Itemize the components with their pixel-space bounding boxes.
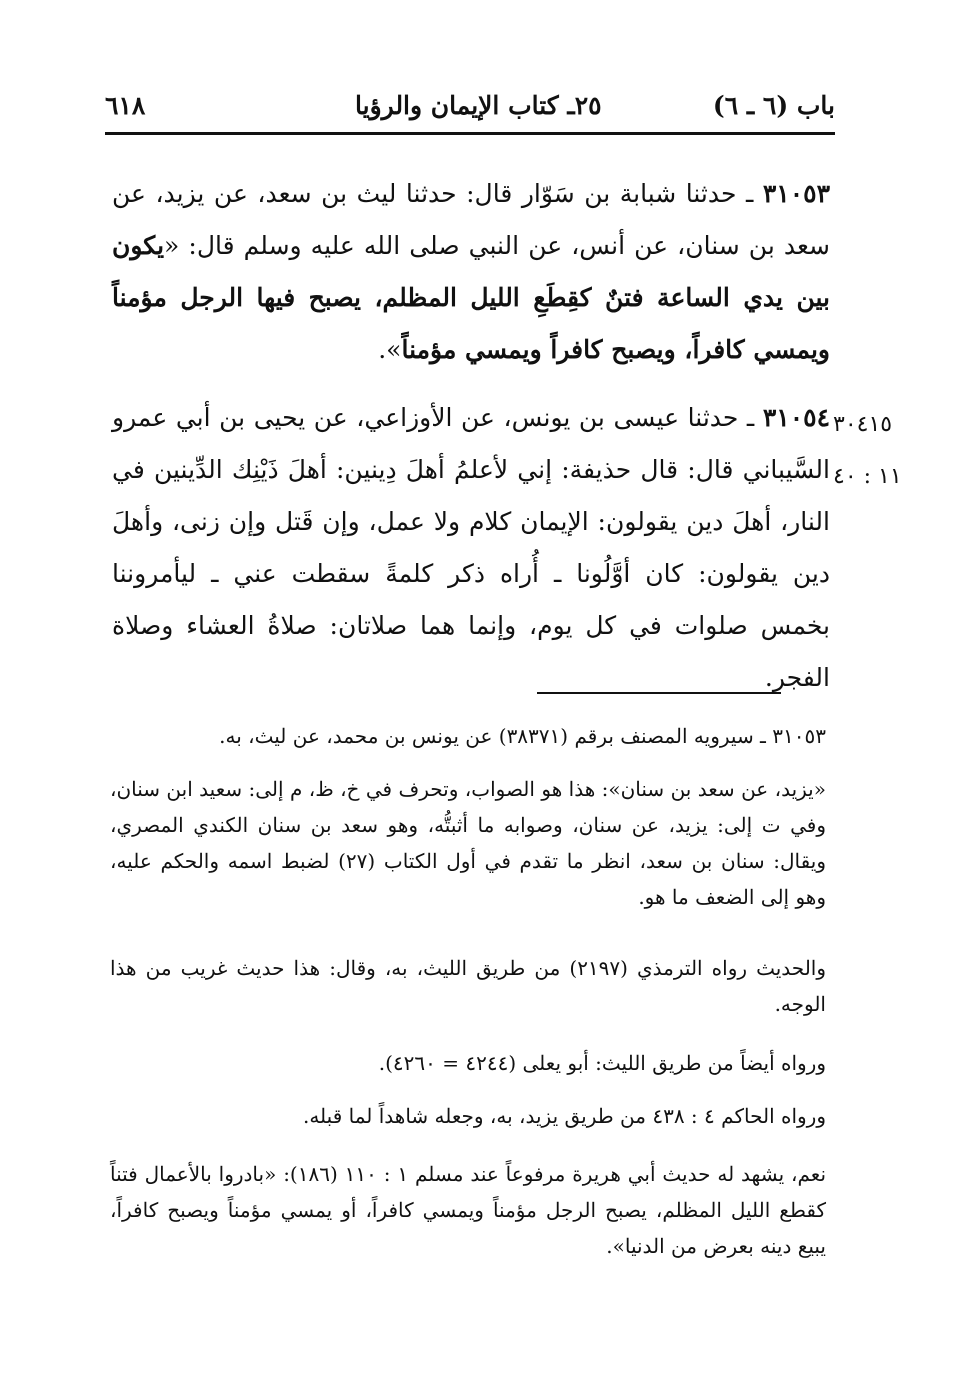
footnote-6 bbox=[110, 1156, 826, 1264]
footnote-2 bbox=[110, 771, 826, 915]
footnote-text: ٣١٠٥٣ ـ سيرويه المصنف برقم (٣٨٣٧١) عن يونس بن محمد، عن ليث، به. bbox=[219, 724, 826, 748]
footnote-3 bbox=[110, 950, 826, 1022]
running-header bbox=[105, 88, 835, 128]
hadith-matn: يكون بين يدي الساعة فتنٌ كقِطَعِ الليل المظلم، يصبح فيها الرجل مؤمناً ويمسي كافراً، ويصبح كافراً ويمسي مؤمناً bbox=[112, 231, 830, 364]
header-rule bbox=[105, 132, 835, 135]
hadith-number: ٣١٠٥٤ bbox=[762, 403, 830, 432]
hadith-end: ». bbox=[378, 335, 402, 364]
hadith-text: ـ حدثنا شبابة بن سَوّار قال: حدثنا ليث بن سعد، عن يزيد، عن سعد بن سنان، عن أنس، عن النبي صلى الله عليه وسلم قال: « bbox=[112, 179, 830, 260]
hadith-text: ـ حدثنا عيسى بن يونس، عن الأوزاعي، عن يحيى بن أبي عمرو السَّيباني قال: قال حذيفة: إني لأعلمُ أهلَ دِينين: أهلَ ذَيْنِك الدِّينين في النار، أهلَ دين يقولون: الإيمان كلام ولا عمل، وإن قَتل وإن زنى، وأهلَ دين يقولون: كان أوَّلُونا ـ أُراه ذكر كلمةً سقطت عني ـ ليأمروننا بخمس صلوات في كل يوم، وإنما هما صلاتان: صلاةُ العشاء وصلاة الفجر. bbox=[112, 403, 830, 692]
footnote-4 bbox=[110, 1045, 866, 1081]
footnote-1 bbox=[110, 718, 826, 754]
footnote-text: والحديث رواه الترمذي (٢١٩٧) من طريق الليث، به، وقال: هذا حديث غريب من هذا الوجه. bbox=[110, 956, 826, 1016]
margin-ref-2: ١١ : ٤٠ bbox=[833, 464, 902, 489]
page-number: ٦١٨ bbox=[105, 91, 146, 120]
hadith-number: ٣١٠٥٣ bbox=[762, 179, 831, 208]
footnote-text: ورواه أيضاً من طريق الليث: أبو يعلى (٤٢٤٤ = ٤٢٦٠). bbox=[378, 1051, 826, 1075]
footnote-5 bbox=[110, 1098, 866, 1134]
hadith-31054 bbox=[112, 392, 830, 704]
chapter-label: باب (٦ ـ ٦) bbox=[712, 91, 835, 120]
footnote-rule bbox=[537, 692, 781, 694]
footnote-text: «يزيد، عن سعد بن سنان»: هذا هو الصواب، وتحرف في خ، ظ، م إلى: سعيد ابن سنان، وفي ت إلى: يزيد، عن سنان، وصوابه ما أثبتُّه، وهو سعد بن سنان الكندي المصري، ويقال: سنان بن سعد، انظر ما تقدم في أول الكتاب (٢٧) لضبط اسمه والحكم عليه، وهو إلى الضعف ما هو. bbox=[110, 777, 826, 909]
book-title: ٢٥ـ كتاب الإيمان والرؤيا bbox=[355, 91, 602, 120]
footnote-text: ورواه الحاكم ٤ : ٤٣٨ من طريق يزيد، به، وجعله شاهداً لما قبله. bbox=[302, 1104, 826, 1128]
hadith-31053 bbox=[112, 168, 830, 376]
margin-ref-1: ٣٠٤١٥ bbox=[833, 412, 893, 437]
footnote-text: نعم، يشهد له حديث أبي هريرة مرفوعاً عند مسلم ١ : ١١٠ (١٨٦): «بادروا بالأعمال فتناً كقطع الليل المظلم، يصبح الرجل مؤمناً ويمسي كافراً، أو يمسي مؤمناً ويصبح كافراً، يبيع دينه بعرض من الدنيا». bbox=[110, 1162, 827, 1258]
